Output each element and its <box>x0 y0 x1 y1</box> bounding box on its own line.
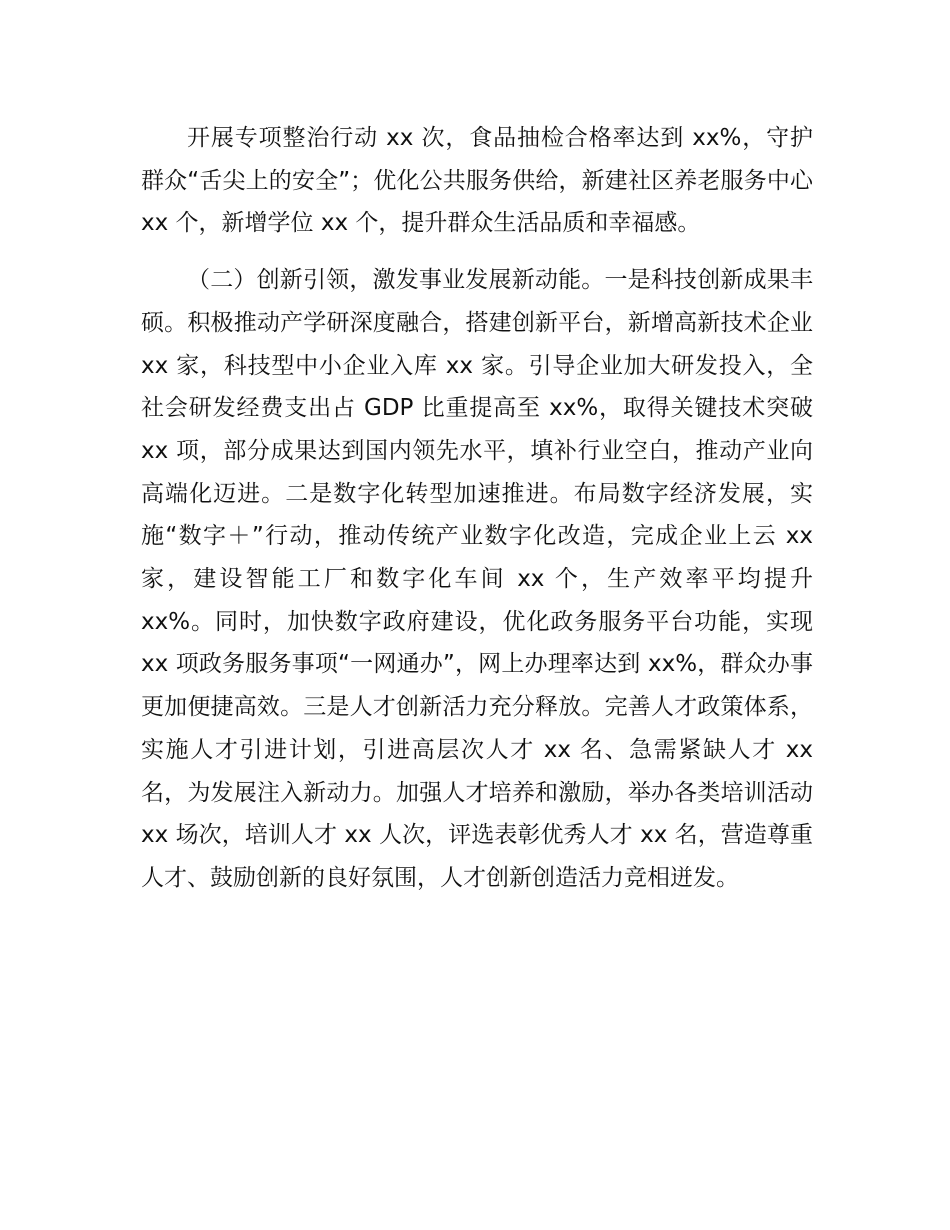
document-body <box>141 117 813 900</box>
paragraph-2: （二）创新引领，激发事业发展新动能。一是科技创新成果丰硕。积极推动产学研深度融合，搭建创新平台，新增高新技术企业 xx 家，科技型中小企业入库 xx 家。引导企业加大研发投入，全社会研发经费支出占 GDP 比重提高至 xx%，取得关键技术突破 xx 项，部分成果达到国内领先水平，填补行业空白，推动产业向高端化迈进。二是数字化转型加速推进。布局数字经济发展，实施“数字＋”行动，推动传统产业数字化改造，完成企业上云 xx 家，建设智能工厂和数字化车间 xx 个，生产效率平均提升 xx%。同时，加快数字政府建设，优化政务服务平台功能，实现 xx 项政务服务事项“一网通办”，网上办理率达到 xx%，群众办事更加便捷高效。三是人才创新活力充分释放。完善人才政策体系，实施人才引进计划，引进高层次人才 xx 名、急需紧缺人才 xx 名，为发展注入新动力。加强人才培养和激励，举办各类培训活动 xx 场次，培训人才 xx 人次，评选表彰优秀人才 xx 名，营造尊重人才、鼓励创新的良好氛围，人才创新创造活力竞相迸发。 <box>141 267 813 891</box>
paragraph-1: 开展专项整治行动 xx 次，食品抽检合格率达到 xx%，守护群众“舌尖上的安全”；优化公共服务供给，新建社区养老服务中心 xx 个，新增学位 xx 个，提升群众生活品质和幸福感。 <box>141 125 813 237</box>
